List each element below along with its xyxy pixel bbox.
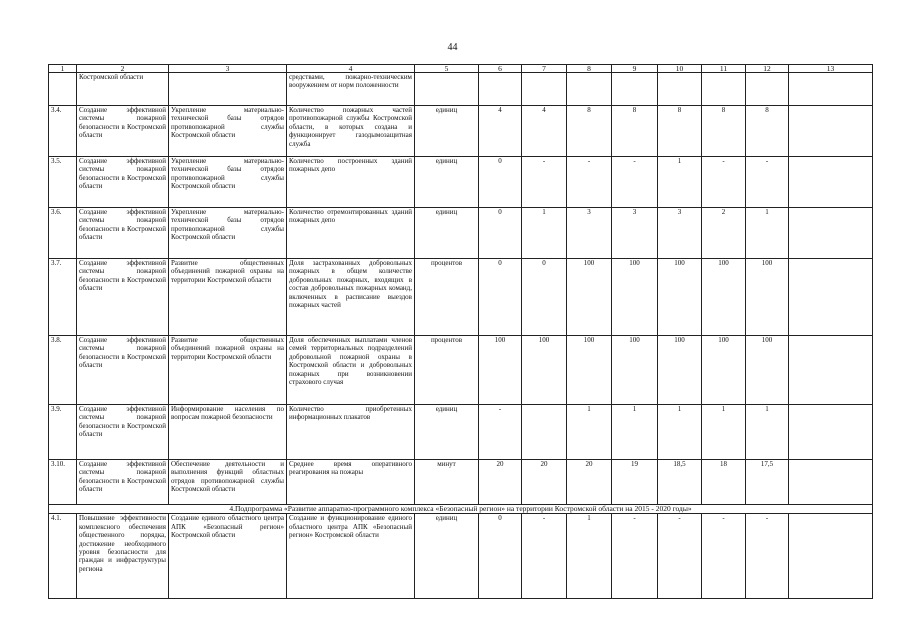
task-cell: Развитие общественных объединений пожарной охраны на территории Костромской области bbox=[169, 259, 287, 336]
notes-cell bbox=[789, 106, 873, 157]
column-number: 10 bbox=[658, 65, 702, 73]
value-cell bbox=[746, 73, 789, 106]
notes-cell bbox=[789, 208, 873, 259]
value-cell: 0 bbox=[479, 259, 522, 336]
column-number: 3 bbox=[169, 65, 287, 73]
indicator-cell: Количество отремонтированных зданий пожарных депо bbox=[287, 208, 415, 259]
column-number: 4 bbox=[287, 65, 415, 73]
notes-cell bbox=[789, 157, 873, 208]
task-cell: Обеспечение деятельности и выполнения функций областных отрядов противопожарной службы Костромской области bbox=[169, 460, 287, 505]
table-row bbox=[49, 259, 873, 336]
row-number-cell: 3.9. bbox=[49, 405, 77, 460]
value-cell: - bbox=[746, 514, 789, 599]
value-cell: 18 bbox=[702, 460, 746, 505]
value-cell: 3 bbox=[612, 208, 658, 259]
value-cell: 1 bbox=[567, 514, 612, 599]
value-cell bbox=[658, 73, 702, 106]
value-cell: 1 bbox=[658, 405, 702, 460]
value-cell: 3 bbox=[567, 208, 612, 259]
column-number: 1 bbox=[49, 65, 77, 73]
task-cell: Развитие общественных объединений пожарной охраны на территории Костромской области bbox=[169, 336, 287, 405]
row-number-cell: 3.5. bbox=[49, 157, 77, 208]
value-cell: - bbox=[702, 157, 746, 208]
value-cell: 100 bbox=[567, 259, 612, 336]
unit-cell bbox=[415, 73, 479, 106]
notes-cell bbox=[789, 259, 873, 336]
goal-cell: Создание эффективной системы пожарной безопасности в Костромской области bbox=[77, 157, 169, 208]
unit-cell: единиц bbox=[415, 106, 479, 157]
value-cell: 17,5 bbox=[746, 460, 789, 505]
value-cell: 1 bbox=[746, 405, 789, 460]
table-row bbox=[49, 157, 873, 208]
unit-cell: единиц bbox=[415, 405, 479, 460]
task-cell: Информирование населения по вопросам пожарной безопасности bbox=[169, 405, 287, 460]
task-cell: Укрепление материально-технической базы отрядов противопожарной службы Костромской области bbox=[169, 157, 287, 208]
value-cell: 4 bbox=[479, 106, 522, 157]
value-cell: 20 bbox=[567, 460, 612, 505]
column-number: 11 bbox=[702, 65, 746, 73]
goal-cell: Создание эффективной системы пожарной безопасности в Костромской области bbox=[77, 259, 169, 336]
column-number: 13 bbox=[789, 65, 873, 73]
notes-cell bbox=[789, 336, 873, 405]
unit-cell: процентов bbox=[415, 259, 479, 336]
value-cell: 100 bbox=[746, 259, 789, 336]
task-cell: Укрепление материально-технической базы отрядов противопожарной службы Костромской области bbox=[169, 208, 287, 259]
value-cell: - bbox=[702, 514, 746, 599]
value-cell bbox=[702, 73, 746, 106]
header-row bbox=[49, 65, 873, 73]
table-row bbox=[49, 405, 873, 460]
subprogram-title: 4.Подпрограмма «Развитие аппаратно-программного комплекса «Безопасный регион» на территории Костромской области на 2015 - 2020 годы» bbox=[49, 505, 873, 514]
row-number-cell: 3.10. bbox=[49, 460, 77, 505]
value-cell: 1 bbox=[746, 208, 789, 259]
task-cell: Укрепление материально-технической базы отрядов противопожарной службы Костромской области bbox=[169, 106, 287, 157]
indicator-cell: Количество построенных зданий пожарных депо bbox=[287, 157, 415, 208]
row-number-cell bbox=[49, 73, 77, 106]
column-number: 9 bbox=[612, 65, 658, 73]
row-number-cell: 4.1. bbox=[49, 514, 77, 599]
indicator-cell: Доля обеспеченных выплатами членов семей территориальных подразделений добровольной пожарной охраны в Костромской области и добровольных пожарных при возникновении страхового случая bbox=[287, 336, 415, 405]
value-cell: 0 bbox=[522, 259, 567, 336]
column-number: 7 bbox=[522, 65, 567, 73]
value-cell: 19 bbox=[612, 460, 658, 505]
value-cell: 100 bbox=[746, 336, 789, 405]
row-number-cell: 3.6. bbox=[49, 208, 77, 259]
indicator-cell: средствами, пожарно-техническим вооружением от норм положенности bbox=[287, 73, 415, 106]
value-cell: 1 bbox=[522, 208, 567, 259]
value-cell: 100 bbox=[658, 259, 702, 336]
table-row bbox=[49, 336, 873, 405]
value-cell bbox=[479, 73, 522, 106]
indicator-cell: Доля застрахованных добровольных пожарных в общем количестве добровольных пожарных, входящих в состав добровольных пожарных команд, включенных в расписание выездов пожарных частей bbox=[287, 259, 415, 336]
row-number-cell: 3.7. bbox=[49, 259, 77, 336]
value-cell: 4 bbox=[522, 106, 567, 157]
value-cell: 100 bbox=[702, 336, 746, 405]
value-cell: 3 bbox=[658, 208, 702, 259]
value-cell: 0 bbox=[479, 514, 522, 599]
table-row bbox=[49, 106, 873, 157]
value-cell: 20 bbox=[522, 460, 567, 505]
unit-cell: единиц bbox=[415, 208, 479, 259]
value-cell: 100 bbox=[658, 336, 702, 405]
row-number-cell: 3.8. bbox=[49, 336, 77, 405]
value-cell: 1 bbox=[567, 405, 612, 460]
notes-cell bbox=[789, 405, 873, 460]
goal-cell: Создание эффективной системы пожарной безопасности в Костромской области bbox=[77, 405, 169, 460]
value-cell: 0 bbox=[479, 157, 522, 208]
goal-cell: Создание эффективной системы пожарной безопасности в Костромской области bbox=[77, 208, 169, 259]
value-cell: 100 bbox=[567, 336, 612, 405]
value-cell: - bbox=[522, 514, 567, 599]
value-cell: 2 bbox=[702, 208, 746, 259]
value-cell: 8 bbox=[567, 106, 612, 157]
value-cell: 8 bbox=[612, 106, 658, 157]
indicator-cell: Количество приобретенных информационных плакатов bbox=[287, 405, 415, 460]
value-cell: 100 bbox=[612, 336, 658, 405]
subprogram-row bbox=[49, 505, 873, 514]
goal-cell: Создание эффективной системы пожарной безопасности в Костромской области bbox=[77, 336, 169, 405]
table-row bbox=[49, 460, 873, 505]
notes-cell bbox=[789, 514, 873, 599]
value-cell: - bbox=[567, 157, 612, 208]
value-cell bbox=[612, 73, 658, 106]
page-number: 44 bbox=[447, 42, 458, 53]
goal-cell: Создание эффективной системы пожарной безопасности в Костромской области bbox=[77, 460, 169, 505]
value-cell: - bbox=[658, 514, 702, 599]
table-row bbox=[49, 208, 873, 259]
column-number: 8 bbox=[567, 65, 612, 73]
value-cell: 100 bbox=[612, 259, 658, 336]
indicator-cell: Создание и функционирование единого областного центра АПК «Безопасный регион» Костромской области bbox=[287, 514, 415, 599]
column-number: 6 bbox=[479, 65, 522, 73]
indicator-cell: Среднее время оперативного реагирования на пожары bbox=[287, 460, 415, 505]
value-cell: 100 bbox=[479, 336, 522, 405]
unit-cell: процентов bbox=[415, 336, 479, 405]
task-cell bbox=[169, 73, 287, 106]
column-number: 5 bbox=[415, 65, 479, 73]
goal-cell: Повышение эффективности комплексного обеспечения общественного порядка, достижение необходимого уровня безопасности для граждан и инфраструктуры региона bbox=[77, 514, 169, 599]
goal-cell: Костромской области bbox=[77, 73, 169, 106]
indicators-table bbox=[48, 64, 873, 599]
unit-cell: единиц bbox=[415, 157, 479, 208]
value-cell: 1 bbox=[702, 405, 746, 460]
value-cell: 1 bbox=[612, 405, 658, 460]
value-cell: - bbox=[612, 157, 658, 208]
column-number: 12 bbox=[746, 65, 789, 73]
value-cell bbox=[522, 405, 567, 460]
table-row bbox=[49, 514, 873, 599]
value-cell: 18,5 bbox=[658, 460, 702, 505]
task-cell: Создание единого областного центра АПК «Безопасный регион» Костромской области bbox=[169, 514, 287, 599]
value-cell: 20 bbox=[479, 460, 522, 505]
table-row bbox=[49, 73, 873, 106]
indicator-cell: Количество пожарных частей противопожарной службы Костромской области, в которых создана и функционирует газодымозащитная служба bbox=[287, 106, 415, 157]
unit-cell: минут bbox=[415, 460, 479, 505]
value-cell bbox=[567, 73, 612, 106]
column-number: 2 bbox=[77, 65, 169, 73]
value-cell: - bbox=[612, 514, 658, 599]
value-cell: - bbox=[746, 157, 789, 208]
goal-cell: Создание эффективной системы пожарной безопасности в Костромской области bbox=[77, 106, 169, 157]
unit-cell: единиц bbox=[415, 514, 479, 599]
value-cell bbox=[522, 73, 567, 106]
value-cell: 8 bbox=[658, 106, 702, 157]
value-cell: 8 bbox=[702, 106, 746, 157]
row-number-cell: 3.4. bbox=[49, 106, 77, 157]
value-cell: 8 bbox=[746, 106, 789, 157]
value-cell: 100 bbox=[702, 259, 746, 336]
value-cell: 0 bbox=[479, 208, 522, 259]
value-cell: - bbox=[522, 157, 567, 208]
value-cell: - bbox=[479, 405, 522, 460]
value-cell: 1 bbox=[658, 157, 702, 208]
notes-cell bbox=[789, 460, 873, 505]
value-cell: 100 bbox=[522, 336, 567, 405]
notes-cell bbox=[789, 73, 873, 106]
